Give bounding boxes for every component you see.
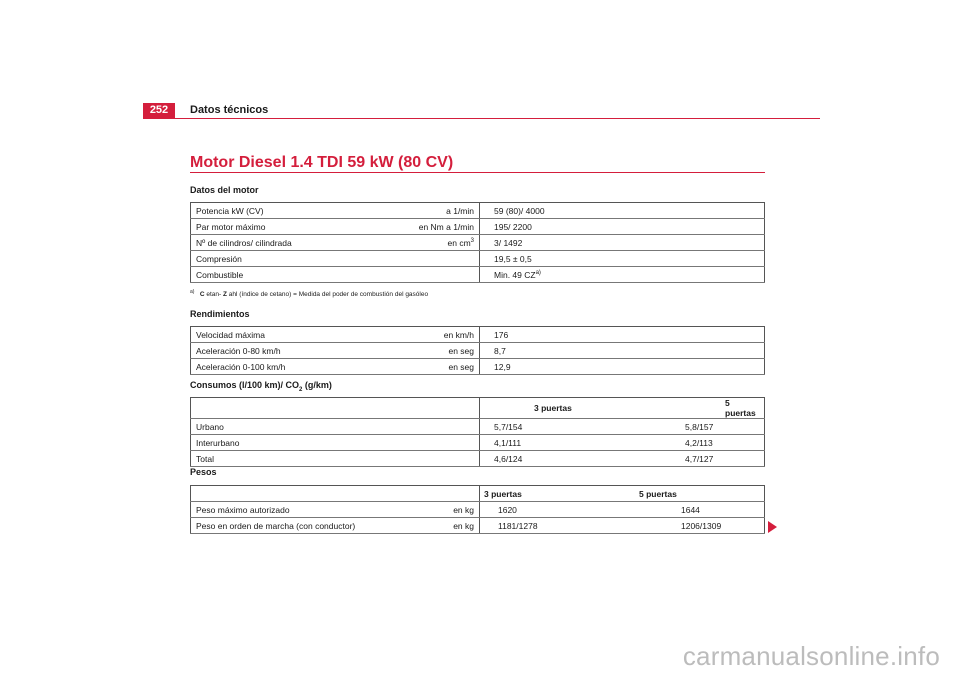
row-value: 4,2/113 [671, 435, 765, 451]
row-label: Urbano [196, 421, 224, 432]
row-label: Peso máximo autorizado [196, 504, 290, 515]
table-row [191, 267, 765, 283]
footnote: $^{a)}$ C etan- Z ahl (índice de cetano) = Medida del poder de combustión del gasóleo [190, 289, 429, 299]
row-unit: en seg [448, 345, 474, 356]
row-value: 19,5 ± 0,5 [480, 251, 765, 267]
performance-section-title: Rendimientos [190, 309, 250, 319]
row-unit: en seg [448, 361, 474, 372]
engine-section-title: Datos del motor [190, 185, 259, 195]
table-row [191, 359, 765, 375]
column-header: 5 puertas [635, 486, 765, 502]
row-label: Nº de cilindros/ cilindrada [196, 237, 292, 248]
table-row [191, 203, 765, 219]
footnote-ref: a) [535, 269, 541, 276]
title-divider [190, 172, 765, 173]
row-label: Compresión [196, 253, 242, 264]
row-unit: a 1/min [446, 205, 474, 216]
row-value: 195/ 2200 [480, 219, 765, 235]
row-value: 1206/1309 [635, 518, 765, 534]
performance-table [190, 326, 765, 375]
row-value: 5,7/154 [480, 419, 672, 435]
table-row [191, 518, 765, 534]
table-header-row [191, 398, 765, 419]
row-value: 4,6/124 [480, 451, 672, 467]
table-row [191, 435, 765, 451]
row-unit: en kg [453, 504, 474, 515]
table-header-row [191, 486, 765, 502]
row-label: Velocidad máxima [196, 329, 265, 340]
row-value: 176 [480, 327, 765, 343]
table-row [191, 235, 765, 251]
page-number: 252 [143, 103, 175, 118]
weights-table [190, 485, 765, 534]
column-header: 5 puertas [671, 398, 765, 419]
row-unit: en kg [453, 520, 474, 531]
watermark: carmanualsonline.info [682, 641, 940, 671]
row-value: 4,7/127 [671, 451, 765, 467]
row-value: 4,1/111 [480, 435, 672, 451]
row-label: Potencia kW (CV) [196, 205, 264, 216]
table-row [191, 343, 765, 359]
next-page-arrow-icon[interactable] [768, 521, 777, 533]
table-row [191, 219, 765, 235]
row-label: Interurbano [196, 437, 240, 448]
row-label: Combustible [196, 269, 244, 280]
column-header: 3 puertas [480, 398, 672, 419]
table-row [191, 251, 765, 267]
row-value: 1620 [480, 502, 636, 518]
consumption-table [190, 397, 765, 467]
row-value: Min. 49 CZ$^{a)}$ [480, 267, 765, 283]
engine-table [190, 202, 765, 283]
row-value: 1181/1278 [480, 518, 636, 534]
row-value: 5,8/157 [671, 419, 765, 435]
row-value: 59 (80)/ 4000 [480, 203, 765, 219]
row-value: 12,9 [480, 359, 765, 375]
row-label: Par motor máximo [196, 221, 266, 232]
page-title: Motor Diesel 1.4 TDI 59 kW (80 CV) [190, 154, 454, 171]
row-value: 3/ 1492 [480, 235, 765, 251]
row-label: Peso en orden de marcha (con conductor) [196, 520, 356, 531]
row-unit: en km/h [443, 329, 474, 340]
row-value: 1644 [635, 502, 765, 518]
header-divider [143, 118, 820, 119]
consumption-section-title: Consumos (l/100 km)/ $CO_2$ (g/km) [190, 380, 332, 393]
table-row [191, 327, 765, 343]
row-label: Aceleración 0-80 km/h [196, 345, 281, 356]
row-value: 8,7 [480, 343, 765, 359]
table-row [191, 451, 765, 467]
row-unit: en Nm a 1/min [418, 221, 474, 232]
column-header: 3 puertas [480, 486, 636, 502]
row-label: Total [196, 453, 214, 464]
running-header: Datos técnicos [190, 104, 269, 116]
weights-section-title: Pesos [190, 467, 217, 477]
table-row [191, 419, 765, 435]
table-row [191, 502, 765, 518]
row-unit: en $cm^3$ [447, 237, 474, 248]
row-label: Aceleración 0-100 km/h [196, 361, 286, 372]
